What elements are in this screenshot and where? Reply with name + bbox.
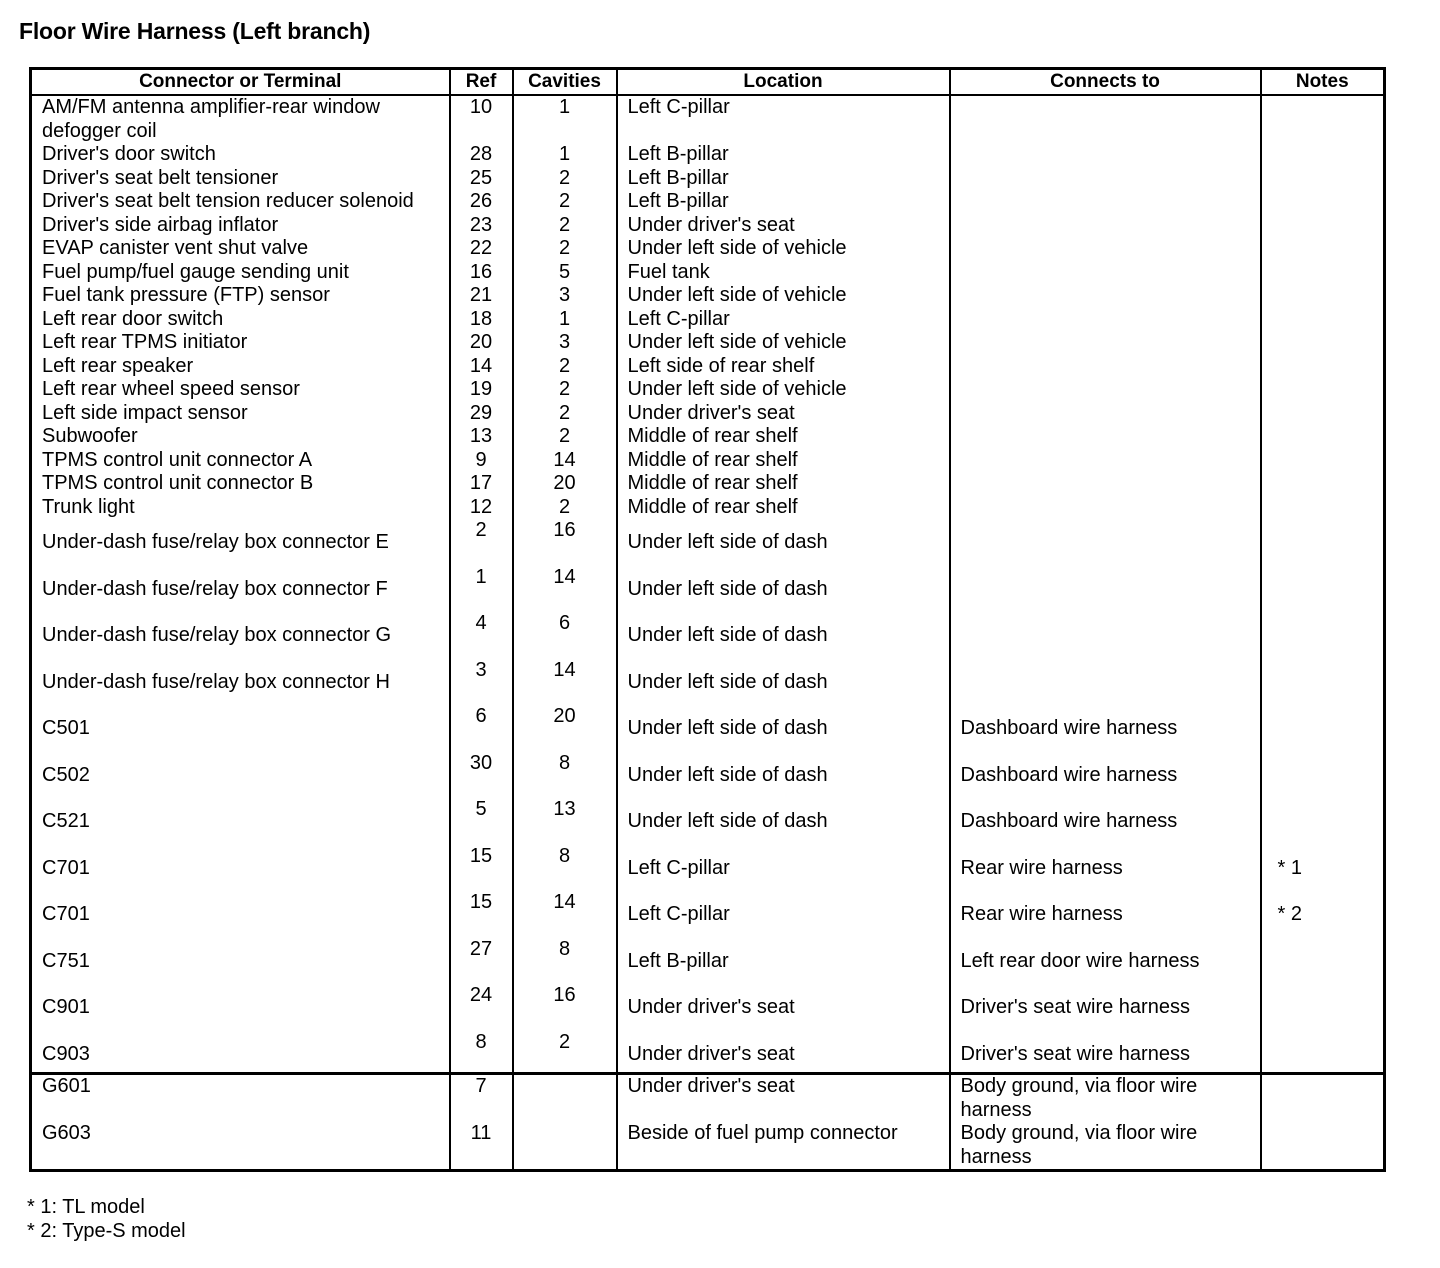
connects-to-cell: Rear wire harness — [950, 845, 1261, 892]
notes-cell — [1261, 519, 1385, 566]
connects-to-cell — [950, 261, 1261, 285]
cavities-cell: 2 — [513, 190, 617, 214]
ref-cell: 30 — [450, 752, 513, 799]
notes-cell — [1261, 284, 1385, 308]
col-header-connector: Connector or Terminal — [31, 69, 450, 96]
ref-cell: 6 — [450, 705, 513, 752]
table-row — [31, 659, 1385, 706]
table-row — [31, 308, 1385, 332]
notes-cell — [1261, 214, 1385, 238]
location-cell: Beside of fuel pump connector — [617, 1122, 950, 1171]
cavities-cell: 2 — [513, 237, 617, 261]
ref-cell: 3 — [450, 659, 513, 706]
connector-cell: Under-dash fuse/relay box connector F — [31, 566, 450, 613]
ref-cell: 26 — [450, 190, 513, 214]
connects-to-cell: Body ground, via floor wire harness — [950, 1074, 1261, 1123]
table-row — [31, 167, 1385, 191]
connects-to-cell — [950, 496, 1261, 520]
ref-cell: 20 — [450, 331, 513, 355]
cavities-cell: 6 — [513, 612, 617, 659]
cavities-cell: 1 — [513, 308, 617, 332]
location-cell: Under left side of vehicle — [617, 237, 950, 261]
connector-cell: Left rear TPMS initiator — [31, 331, 450, 355]
location-cell: Left C-pillar — [617, 95, 950, 143]
footnote: * 1: TL model — [27, 1196, 145, 1218]
cavities-cell: 2 — [513, 167, 617, 191]
col-header-location: Location — [617, 69, 950, 96]
cavities-cell: 2 — [513, 378, 617, 402]
connects-to-cell — [950, 308, 1261, 332]
connector-cell: Under-dash fuse/relay box connector G — [31, 612, 450, 659]
connector-cell: C751 — [31, 938, 450, 985]
connects-to-cell — [950, 355, 1261, 379]
cavities-cell: 2 — [513, 496, 617, 520]
cavities-cell: 20 — [513, 472, 617, 496]
ref-cell: 23 — [450, 214, 513, 238]
notes-cell — [1261, 95, 1385, 143]
connector-cell: C501 — [31, 705, 450, 752]
connects-to-cell — [950, 519, 1261, 566]
notes-cell — [1261, 378, 1385, 402]
location-cell: Under left side of vehicle — [617, 378, 950, 402]
ref-cell: 25 — [450, 167, 513, 191]
cavities-cell: 16 — [513, 519, 617, 566]
col-header-notes: Notes — [1261, 69, 1385, 96]
connects-to-cell — [950, 167, 1261, 191]
location-cell: Under driver's seat — [617, 984, 950, 1031]
notes-cell — [1261, 1074, 1385, 1123]
ref-cell: 22 — [450, 237, 513, 261]
cavities-cell: 16 — [513, 984, 617, 1031]
table-row — [31, 496, 1385, 520]
table-row — [31, 845, 1385, 892]
ref-cell: 4 — [450, 612, 513, 659]
footnotes — [27, 1196, 186, 1243]
table-row — [31, 984, 1385, 1031]
location-cell: Middle of rear shelf — [617, 472, 950, 496]
location-cell: Under left side of dash — [617, 566, 950, 613]
table-row — [31, 1074, 1385, 1123]
notes-cell — [1261, 331, 1385, 355]
connects-to-cell: Dashboard wire harness — [950, 798, 1261, 845]
cavities-cell: 2 — [513, 355, 617, 379]
connects-to-cell — [950, 214, 1261, 238]
ref-cell: 14 — [450, 355, 513, 379]
notes-cell — [1261, 167, 1385, 191]
connector-cell: Driver's seat belt tension reducer solenoid — [31, 190, 450, 214]
col-header-ref: Ref — [450, 69, 513, 96]
notes-cell — [1261, 752, 1385, 799]
table-row — [31, 519, 1385, 566]
harness-table — [29, 67, 1386, 1172]
connector-cell: C502 — [31, 752, 450, 799]
notes-cell — [1261, 798, 1385, 845]
col-header-connects-to: Connects to — [950, 69, 1261, 96]
table-row — [31, 938, 1385, 985]
table-row — [31, 472, 1385, 496]
connector-cell: Fuel pump/fuel gauge sending unit — [31, 261, 450, 285]
location-cell: Under left side of vehicle — [617, 331, 950, 355]
table-row — [31, 284, 1385, 308]
connector-cell: Left rear wheel speed sensor — [31, 378, 450, 402]
connects-to-cell — [950, 237, 1261, 261]
table-row — [31, 891, 1385, 938]
table-row — [31, 1122, 1385, 1171]
notes-cell: * 1 — [1261, 845, 1385, 892]
notes-cell — [1261, 938, 1385, 985]
connector-cell: Fuel tank pressure (FTP) sensor — [31, 284, 450, 308]
ref-cell: 28 — [450, 143, 513, 167]
location-cell: Left C-pillar — [617, 891, 950, 938]
connects-to-cell — [950, 378, 1261, 402]
connector-cell: Under-dash fuse/relay box connector E — [31, 519, 450, 566]
connector-cell: TPMS control unit connector A — [31, 449, 450, 473]
ref-cell: 10 — [450, 95, 513, 143]
cavities-cell: 20 — [513, 705, 617, 752]
notes-cell — [1261, 449, 1385, 473]
cavities-cell: 8 — [513, 938, 617, 985]
connects-to-cell — [950, 331, 1261, 355]
ref-cell: 24 — [450, 984, 513, 1031]
connector-cell: C903 — [31, 1031, 450, 1074]
connector-cell: C701 — [31, 845, 450, 892]
connector-cell: Trunk light — [31, 496, 450, 520]
connects-to-cell — [950, 566, 1261, 613]
connects-to-cell: Body ground, via floor wire harness — [950, 1122, 1261, 1171]
ref-cell: 2 — [450, 519, 513, 566]
connects-to-cell — [950, 402, 1261, 426]
location-cell: Middle of rear shelf — [617, 425, 950, 449]
notes-cell — [1261, 472, 1385, 496]
notes-cell — [1261, 402, 1385, 426]
location-cell: Middle of rear shelf — [617, 496, 950, 520]
table-row — [31, 261, 1385, 285]
table-row — [31, 449, 1385, 473]
header-row — [31, 69, 1385, 96]
connector-cell: AM/FM antenna amplifier-rear window defogger coil — [31, 95, 450, 143]
connector-cell: TPMS control unit connector B — [31, 472, 450, 496]
cavities-cell: 1 — [513, 143, 617, 167]
cavities-cell: 13 — [513, 798, 617, 845]
cavities-cell: 14 — [513, 659, 617, 706]
notes-cell — [1261, 612, 1385, 659]
notes-cell — [1261, 355, 1385, 379]
connector-cell: C521 — [31, 798, 450, 845]
ref-cell: 1 — [450, 566, 513, 613]
table-row — [31, 331, 1385, 355]
connector-cell: Subwoofer — [31, 425, 450, 449]
col-header-cavities: Cavities — [513, 69, 617, 96]
location-cell: Under left side of dash — [617, 798, 950, 845]
connects-to-cell — [950, 659, 1261, 706]
location-cell: Under driver's seat — [617, 402, 950, 426]
connector-cell: Left rear speaker — [31, 355, 450, 379]
connects-to-cell — [950, 284, 1261, 308]
cavities-cell: 8 — [513, 845, 617, 892]
connector-cell: EVAP canister vent shut valve — [31, 237, 450, 261]
table-row — [31, 752, 1385, 799]
connects-to-cell: Dashboard wire harness — [950, 705, 1261, 752]
location-cell: Under driver's seat — [617, 1031, 950, 1074]
connects-to-cell — [950, 190, 1261, 214]
notes-cell — [1261, 566, 1385, 613]
cavities-cell: 8 — [513, 752, 617, 799]
connector-cell: Left rear door switch — [31, 308, 450, 332]
table-row — [31, 143, 1385, 167]
table-row — [31, 1031, 1385, 1074]
table-row — [31, 402, 1385, 426]
connects-to-cell: Driver's seat wire harness — [950, 984, 1261, 1031]
ref-cell: 9 — [450, 449, 513, 473]
connector-cell: Driver's seat belt tensioner — [31, 167, 450, 191]
ref-cell: 12 — [450, 496, 513, 520]
connects-to-cell — [950, 95, 1261, 143]
cavities-cell: 2 — [513, 214, 617, 238]
location-cell: Left B-pillar — [617, 190, 950, 214]
ref-cell: 7 — [450, 1074, 513, 1123]
notes-cell — [1261, 143, 1385, 167]
table-row — [31, 612, 1385, 659]
table-row — [31, 95, 1385, 143]
location-cell: Under driver's seat — [617, 1074, 950, 1123]
cavities-cell: 14 — [513, 891, 617, 938]
ref-cell: 21 — [450, 284, 513, 308]
cavities-cell: 3 — [513, 331, 617, 355]
notes-cell — [1261, 425, 1385, 449]
notes-cell — [1261, 496, 1385, 520]
cavities-cell — [513, 1074, 617, 1123]
connects-to-cell: Left rear door wire harness — [950, 938, 1261, 985]
location-cell: Under left side of dash — [617, 752, 950, 799]
table-row — [31, 566, 1385, 613]
notes-cell — [1261, 984, 1385, 1031]
connector-cell: Under-dash fuse/relay box connector H — [31, 659, 450, 706]
table-row — [31, 705, 1385, 752]
table-row — [31, 425, 1385, 449]
connects-to-cell: Dashboard wire harness — [950, 752, 1261, 799]
notes-cell — [1261, 705, 1385, 752]
connector-cell: G603 — [31, 1122, 450, 1171]
location-cell: Left C-pillar — [617, 308, 950, 332]
notes-cell — [1261, 237, 1385, 261]
table-row — [31, 355, 1385, 379]
location-cell: Left C-pillar — [617, 845, 950, 892]
table-row — [31, 214, 1385, 238]
ref-cell: 17 — [450, 472, 513, 496]
connects-to-cell — [950, 425, 1261, 449]
cavities-cell: 2 — [513, 1031, 617, 1074]
cavities-cell: 14 — [513, 566, 617, 613]
ref-cell: 18 — [450, 308, 513, 332]
ref-cell: 27 — [450, 938, 513, 985]
ref-cell: 11 — [450, 1122, 513, 1171]
connector-cell: G601 — [31, 1074, 450, 1123]
cavities-cell: 3 — [513, 284, 617, 308]
cavities-cell: 14 — [513, 449, 617, 473]
connector-cell: Left side impact sensor — [31, 402, 450, 426]
location-cell: Left B-pillar — [617, 938, 950, 985]
ref-cell: 15 — [450, 845, 513, 892]
notes-cell — [1261, 1031, 1385, 1074]
cavities-cell: 2 — [513, 425, 617, 449]
cavities-cell: 1 — [513, 95, 617, 143]
connector-cell: Driver's door switch — [31, 143, 450, 167]
ref-cell: 19 — [450, 378, 513, 402]
cavities-cell: 2 — [513, 402, 617, 426]
table-row — [31, 237, 1385, 261]
notes-cell — [1261, 308, 1385, 332]
location-cell: Under left side of dash — [617, 612, 950, 659]
location-cell: Under driver's seat — [617, 214, 950, 238]
connects-to-cell: Driver's seat wire harness — [950, 1031, 1261, 1074]
cavities-cell: 5 — [513, 261, 617, 285]
notes-cell — [1261, 1122, 1385, 1171]
location-cell: Under left side of vehicle — [617, 284, 950, 308]
ref-cell: 29 — [450, 402, 513, 426]
location-cell: Left B-pillar — [617, 167, 950, 191]
location-cell: Middle of rear shelf — [617, 449, 950, 473]
location-cell: Under left side of dash — [617, 519, 950, 566]
location-cell: Left B-pillar — [617, 143, 950, 167]
connector-cell: C901 — [31, 984, 450, 1031]
connector-cell: Driver's side airbag inflator — [31, 214, 450, 238]
notes-cell — [1261, 190, 1385, 214]
notes-cell — [1261, 659, 1385, 706]
location-cell: Fuel tank — [617, 261, 950, 285]
ref-cell: 16 — [450, 261, 513, 285]
ref-cell: 5 — [450, 798, 513, 845]
table-row — [31, 798, 1385, 845]
connects-to-cell: Rear wire harness — [950, 891, 1261, 938]
connects-to-cell — [950, 143, 1261, 167]
connects-to-cell — [950, 449, 1261, 473]
cavities-cell — [513, 1122, 617, 1171]
page-title: Floor Wire Harness (Left branch) — [19, 18, 371, 44]
ref-cell: 15 — [450, 891, 513, 938]
footnote: * 2: Type-S model — [27, 1219, 186, 1242]
ref-cell: 8 — [450, 1031, 513, 1074]
ref-cell: 13 — [450, 425, 513, 449]
connects-to-cell — [950, 612, 1261, 659]
location-cell: Under left side of dash — [617, 705, 950, 752]
notes-cell: * 2 — [1261, 891, 1385, 938]
location-cell: Left side of rear shelf — [617, 355, 950, 379]
location-cell: Under left side of dash — [617, 659, 950, 706]
table-row — [31, 378, 1385, 402]
connector-cell: C701 — [31, 891, 450, 938]
connects-to-cell — [950, 472, 1261, 496]
table-row — [31, 190, 1385, 214]
notes-cell — [1261, 261, 1385, 285]
